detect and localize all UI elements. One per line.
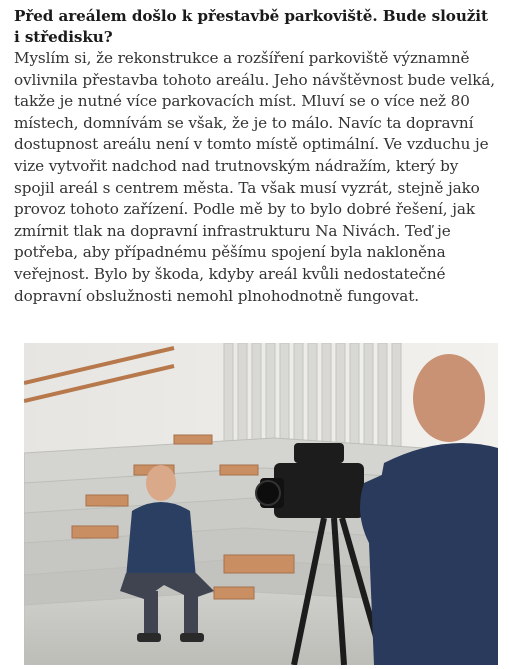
interview-answer: Myslím si, že rekonstrukce a rozšíření parkoviště významně ovlivnila přestavba tohoto areálu. Jeho návštěvnost bude velká, takže je nutné více parkovacích míst. Mluví se o více než 80 místech, domnívám se však, že je to málo. Navíc ta dopravní dostupnost areálu není v tomto místě optimální. Ve vzduchu je vize vytvořit nadchod nad trutnovským nádražím, který by spojil areál s centrem města. Ta však musí vyzrát, stejně jako provoz tohoto zařízení. Podle mě by to bylo dobré řešení, jak zmírnit tlak na dopravní infrastrukturu Na Nivách. Teď je potřeba, aby případnému pěšímu spojení byla nakloněna veřejnost. Bylo by škoda, kdyby areál kvůli nedostatečné dopravní obslužnosti nemohl plnohodnotně fungovat. <box>14 49 496 305</box>
interview-photo-illustration <box>24 343 498 665</box>
interview-question: Před areálem došlo k přestavbě parkoviště. Bude sloužit i středisku? <box>14 7 488 46</box>
interview-photo <box>24 343 498 665</box>
